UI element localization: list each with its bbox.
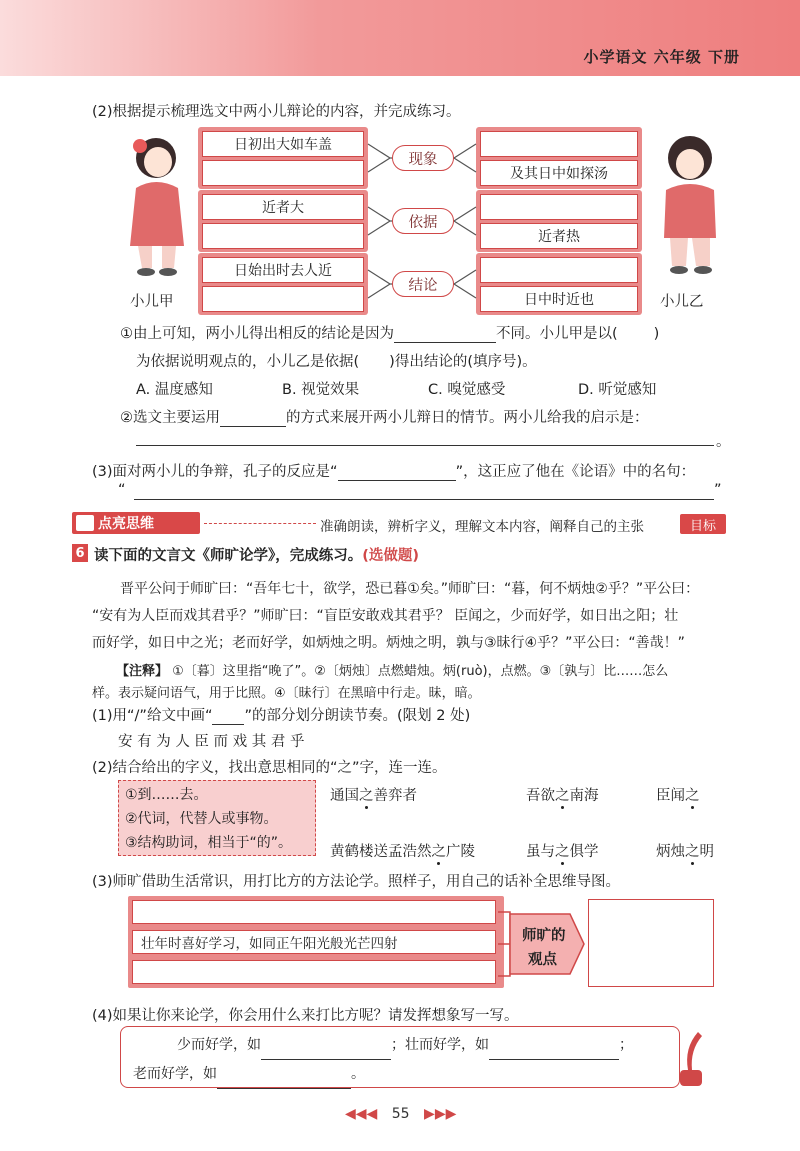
writing-text-1: 少而好学，如 <box>177 1037 261 1053</box>
phrase-2-pre: 吾欲 <box>526 788 555 804</box>
phrase-6-pre: 炳烛 <box>656 844 685 860</box>
child-a-label: 小儿甲 <box>130 294 174 310</box>
mind-row-3[interactable] <box>132 960 496 984</box>
q3-open-quote: “ <box>118 482 126 498</box>
right-box-4[interactable]: 近者热 <box>480 223 638 249</box>
writing-blank-3[interactable] <box>217 1060 351 1089</box>
q3-blank-reaction[interactable] <box>338 464 456 481</box>
right-box-6[interactable]: 日中时近也 <box>480 286 638 312</box>
phrase-5-post: 俱学 <box>569 844 599 860</box>
phrase-3-zhi: 之 <box>685 788 700 804</box>
sub2-blank-method[interactable] <box>220 410 286 427</box>
q3-close-quote: ” <box>714 482 722 498</box>
left-box-1[interactable]: 日初出大如车盖 <box>202 131 364 157</box>
q6-sub1-underline-sample <box>212 708 244 725</box>
phrase-2[interactable] <box>526 784 599 805</box>
phrase-1-pre: 通国 <box>330 788 359 804</box>
writing-text-4: 老而好学，如 <box>133 1066 217 1082</box>
q6-sub1-text-b: ”的部分划分朗读节奏。(限划 2 处) <box>244 708 471 724</box>
q6-sub-2: (2)结合给出的字义，找出意思相同的“之”字，连一连。 <box>92 760 447 776</box>
question-2-prompt: (2)根据提示梳理选文中两小儿辩论的内容，并完成练习。 <box>92 104 461 120</box>
sub1-paren-a[interactable] <box>618 326 654 342</box>
definition-2[interactable]: ②代词，代替人或事物。 <box>125 811 278 827</box>
definition-1[interactable]: ①到……去。 <box>125 787 208 803</box>
writing-scroll <box>120 1026 680 1088</box>
q6-sub-3: (3)师旷借助生活常识，用打比方的方法论学。照样子，用自己的话补全思维导图。 <box>92 874 621 890</box>
left-box-5[interactable]: 日始出时去人近 <box>202 257 364 283</box>
passage-line-1: 晋平公问于师旷曰：“吾年七十，欲学，恐已暮①矣。”师旷曰：“暮，何不炳烛②乎？”平公曰： <box>120 581 700 597</box>
left-box-6[interactable] <box>202 286 364 312</box>
writing-text-5: 。 <box>351 1066 365 1082</box>
sub1-paren-b[interactable] <box>359 354 389 370</box>
target-badge: 目标 <box>680 514 726 534</box>
option-d[interactable]: D. 听觉感知 <box>578 382 657 398</box>
q6-title-text: 读下面的文言文《师旷论学》，完成练习。 <box>94 548 363 564</box>
quill-inkpot-icon <box>676 1030 706 1088</box>
phrase-6[interactable] <box>656 840 714 861</box>
center-conclusion: 结论 <box>392 271 454 297</box>
mind-answer-box[interactable] <box>588 899 714 987</box>
pagination <box>345 1106 456 1122</box>
left-box-2[interactable] <box>202 160 364 186</box>
right-box-5[interactable] <box>480 257 638 283</box>
section-description: 准确朗读，辨析字义，理解文本内容，阐释自己的主张 <box>320 519 644 535</box>
phrase-5[interactable] <box>526 840 599 861</box>
sub-question-2 <box>120 406 649 427</box>
sub1-text-c: ) <box>653 326 660 342</box>
mind-center-line-1: 师旷的 <box>522 928 566 944</box>
phrase-1-post: 善弈者 <box>373 788 417 804</box>
phrase-5-zhi: 之 <box>555 844 570 860</box>
notes-line-2: 样。表示疑问语气，用于比照。④〔昧行〕在黑暗中行走。昧，暗。 <box>92 686 481 701</box>
notes-line-1 <box>116 660 668 679</box>
definition-box <box>118 780 316 856</box>
phrase-2-post: 南海 <box>569 788 599 804</box>
child-b-label: 小儿乙 <box>660 294 704 310</box>
definition-3[interactable]: ③结构助词，相当于“的”。 <box>125 835 293 851</box>
q3-text-b: ”，这正应了他在《论语》中的名句： <box>455 464 696 480</box>
mind-center <box>522 924 566 972</box>
phrase-4-zhi: 之 <box>431 844 446 860</box>
left-box-3[interactable]: 近者大 <box>202 194 364 220</box>
page-prev-arrows[interactable]: ◀◀◀ <box>345 1106 378 1122</box>
child-a-illustration <box>118 128 196 288</box>
q6-sub1-text-a: (1)用“/”给文中画“ <box>92 708 213 724</box>
q6-sub-1 <box>92 704 470 725</box>
sub2-answer-line[interactable] <box>136 445 714 446</box>
q3-text-a: (3)面对两小儿的争辩，孔子的反应是“ <box>92 464 338 480</box>
option-a[interactable]: A. 温度感知 <box>136 382 213 398</box>
sub1-text-a: ①由上可知，两小儿得出相反的结论是因为 <box>120 326 394 342</box>
book-icon <box>76 515 94 531</box>
phrase-3[interactable] <box>656 784 700 805</box>
phrase-1-zhi: 之 <box>359 788 374 804</box>
center-basis: 依据 <box>392 208 454 234</box>
mind-center-line-2: 观点 <box>528 952 557 968</box>
writing-blank-2[interactable] <box>489 1031 619 1060</box>
writing-blank-1[interactable] <box>261 1031 391 1060</box>
writing-line-1 <box>133 1031 667 1060</box>
section-badge <box>72 512 200 534</box>
phrase-6-post: 明 <box>699 844 714 860</box>
rhythm-sentence[interactable]: 安 有 为 人 臣 而 戏 其 君 乎 <box>118 734 305 750</box>
left-box-4[interactable] <box>202 223 364 249</box>
sub2-text-b: 的方式来展开两小儿辩日的情节。两小儿给我的启示是： <box>286 410 649 426</box>
book-title: 小学语文 六年级 下册 <box>583 48 740 66</box>
sub2-period: 。 <box>716 434 731 450</box>
notes-text-1: ①〔暮〕这里指“晚了”。②〔炳烛〕点燃蜡烛。炳(ruò)，点燃。③〔孰与〕比……怎么 <box>172 664 669 679</box>
notes-label: 【注释】 <box>116 664 169 679</box>
right-box-3[interactable] <box>480 194 638 220</box>
child-b-illustration <box>650 128 728 288</box>
page-next-arrows[interactable]: ▶▶▶ <box>424 1106 457 1122</box>
mind-row-1[interactable] <box>132 900 496 924</box>
page-number: 55 <box>391 1106 410 1122</box>
mind-row-2[interactable]: 壮年时喜好学习，如同正午阳光般光芒四射 <box>132 930 496 954</box>
phrase-5-pre: 虽与 <box>526 844 555 860</box>
sub1-text-b: 不同。小儿甲是以( <box>496 326 618 342</box>
center-phenomenon: 现象 <box>392 145 454 171</box>
phrase-2-zhi: 之 <box>555 788 570 804</box>
sub-question-1-line-1 <box>120 322 659 343</box>
question-number-6: 6 <box>72 544 88 562</box>
section-divider <box>204 523 316 524</box>
q6-title <box>94 544 419 565</box>
option-b[interactable]: B. 视觉效果 <box>282 382 360 398</box>
passage-line-3: 而好学，如日中之光；老而好学，如炳烛之明。炳烛之明，孰与③昧行④乎？”平公曰：“善哉！” <box>92 635 685 651</box>
phrase-4-post: 广陵 <box>446 844 475 860</box>
sub2-text-a: ②选文主要运用 <box>120 410 220 426</box>
section-badge-label: 点亮思维 <box>98 516 154 532</box>
writing-text-2: ；壮而好学，如 <box>391 1037 489 1053</box>
q6-optional-tag: (选做题) <box>362 548 420 564</box>
phrase-4[interactable] <box>330 840 475 861</box>
writing-text-3: ； <box>619 1037 633 1053</box>
phrase-4-pre: 黄鹤楼送孟浩然 <box>330 844 432 860</box>
writing-line-2 <box>133 1060 667 1089</box>
sub1-text-e: )得出结论的(填序号)。 <box>389 354 537 370</box>
sub1-blank-reason[interactable] <box>394 326 496 343</box>
right-box-1[interactable] <box>480 131 638 157</box>
phrase-3-pre: 臣闻 <box>656 788 685 804</box>
option-c[interactable]: C. 嗅觉感受 <box>428 382 506 398</box>
question-3 <box>92 460 695 481</box>
passage-line-2: “安有为人臣而戏其君乎？”师旷曰：“盲臣安敢戏其君乎？ 臣闻之，少而好学，如日出之阳；壮 <box>92 608 679 624</box>
phrase-6-zhi: 之 <box>685 844 700 860</box>
q3-answer-line[interactable] <box>134 499 714 500</box>
sub1-text-d: 为依据说明观点的，小儿乙是依据( <box>136 354 360 370</box>
q6-sub-4: (4)如果让你来论学，你会用什么来打比方呢？请发挥想象写一写。 <box>92 1008 519 1024</box>
sub-question-1-line-2 <box>136 350 537 371</box>
phrase-1[interactable] <box>330 784 417 805</box>
right-box-2[interactable]: 及其日中如探汤 <box>480 160 638 186</box>
